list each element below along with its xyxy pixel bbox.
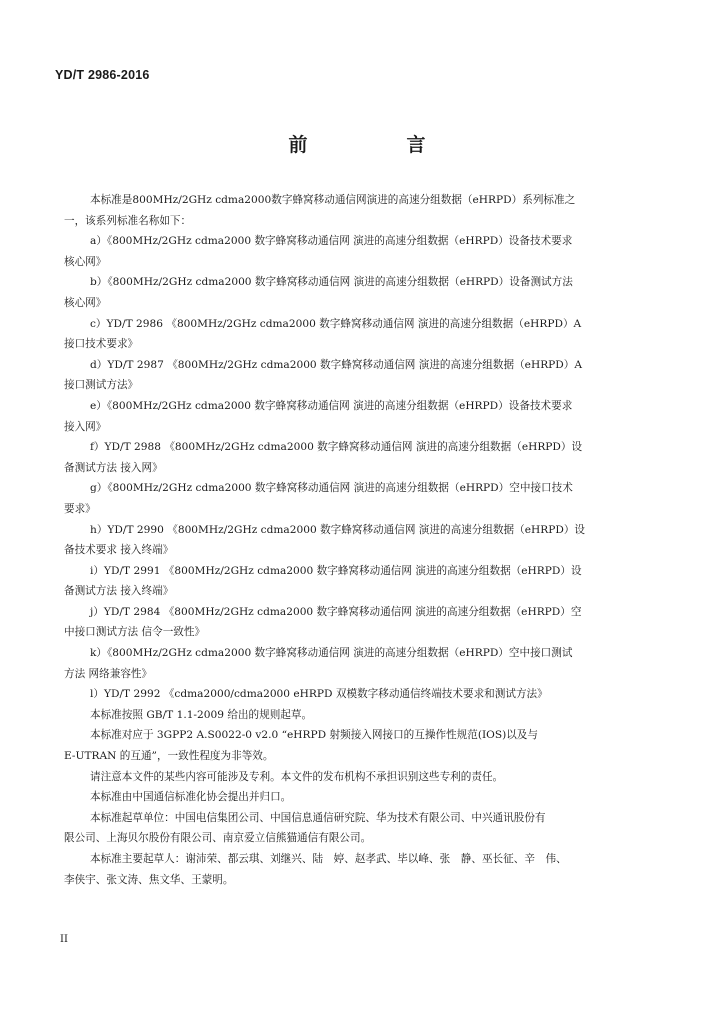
- body-line: k）《800MHz/2GHz cdma2000 数字蜂窝移动通信网 演进的高速分组数据（eHRPD）空中接口测试: [90, 647, 573, 660]
- page-number: II: [60, 934, 68, 945]
- document-code-header: YD/T 2986-2016: [55, 68, 150, 82]
- body-line: 中接口测试方法 信令一致性》: [64, 626, 206, 639]
- body-line: 备技术要求 接入终端》: [64, 544, 174, 557]
- body-line: 接入网》: [64, 420, 107, 433]
- body-line: 本标准按照 GB/T 1.1-2009 给出的规则起草。: [90, 708, 313, 721]
- body-line: 本标准对应于 3GPP2 A.S0022-0 v2.0 “eHRPD 射频接入网接口的互操作性规范(IOS)以及与: [90, 729, 538, 742]
- body-line: e）《800MHz/2GHz cdma2000 数字蜂窝移动通信网 演进的高速分组数据（eHRPD）设备技术要求: [90, 399, 573, 412]
- page-title: 前 言: [288, 134, 466, 156]
- body-line: d）YD/T 2987 《800MHz/2GHz cdma2000 数字蜂窝移动通信网 演进的高速分组数据（eHRPD）A: [90, 358, 583, 371]
- body-line: 本标准主要起草人：谢沛荣、都云琪、刘继兴、陆 婷、赵孝武、毕以峰、张 静、巫长征、辛 伟、: [90, 853, 567, 865]
- body-line: 一，该系列标准名称如下：: [64, 214, 192, 227]
- body-line: i）YD/T 2991 《800MHz/2GHz cdma2000 数字蜂窝移动通信网 演进的高速分组数据（eHRPD）设: [90, 564, 582, 577]
- body-line: 本标准由中国通信标准化协会提出并归口。: [90, 791, 292, 804]
- body-line: 方法 网络兼容性》: [64, 667, 153, 680]
- body-line: 请注意本文件的某些内容可能涉及专利。本文件的发布机构不承担识别这些专利的责任。: [90, 770, 504, 783]
- body-line: 备测试方法 接入网》: [64, 461, 163, 474]
- body-line: 核心网》: [64, 255, 107, 268]
- body-line: 李侠宇、张文涛、焦文华、王蒙明。: [64, 873, 234, 886]
- body-line: b）《800MHz/2GHz cdma2000 数字蜂窝移动通信网 演进的高速分组数据（eHRPD）设备测试方法: [90, 276, 573, 289]
- body-line: 要求》: [64, 502, 96, 515]
- body-line: a）《800MHz/2GHz cdma2000 数字蜂窝移动通信网 演进的高速分组数据（eHRPD）设备技术要求: [90, 235, 573, 248]
- body-line: g）《800MHz/2GHz cdma2000 数字蜂窝移动通信网 演进的高速分组数据（eHRPD）空中接口技术: [90, 482, 573, 495]
- body-line: j）YD/T 2984 《800MHz/2GHz cdma2000 数字蜂窝移动通信网 演进的高速分组数据（eHRPD）空: [90, 605, 582, 618]
- body-line: c）YD/T 2986 《800MHz/2GHz cdma2000 数字蜂窝移动通信网 演进的高速分组数据（eHRPD）A: [90, 317, 582, 330]
- body-line: h）YD/T 2990 《800MHz/2GHz cdma2000 数字蜂窝移动通信网 演进的高速分组数据（eHRPD）设: [90, 523, 586, 536]
- body-line: 接口技术要求》: [64, 338, 139, 351]
- body-line: f）YD/T 2988 《800MHz/2GHz cdma2000 数字蜂窝移动通信网 演进的高速分组数据（eHRPD）设: [90, 441, 583, 454]
- body-line: E-UTRAN 的互通”，一致性程度为非等效。: [64, 750, 274, 763]
- body-line: 接口测试方法》: [64, 379, 139, 392]
- body-line: 备测试方法 接入终端》: [64, 585, 174, 598]
- foreword-body: [64, 190, 642, 890]
- body-line: 本标准起草单位：中国电信集团公司、中国信息通信研究院、华为技术有限公司、中兴通讯股份有: [90, 811, 546, 824]
- body-line: 限公司、上海贝尔股份有限公司、南京爱立信熊猫通信有限公司。: [64, 832, 372, 845]
- body-line: 核心网》: [64, 296, 107, 309]
- body-line: 本标准是800MHz/2GHz cdma2000数字蜂窝移动通信网演进的高速分组数据（eHRPD）系列标准之: [90, 194, 576, 206]
- body-line: l）YD/T 2992 《cdma2000/cdma2000 eHRPD 双模数字移动通信终端技术要求和测试方法》: [90, 688, 548, 701]
